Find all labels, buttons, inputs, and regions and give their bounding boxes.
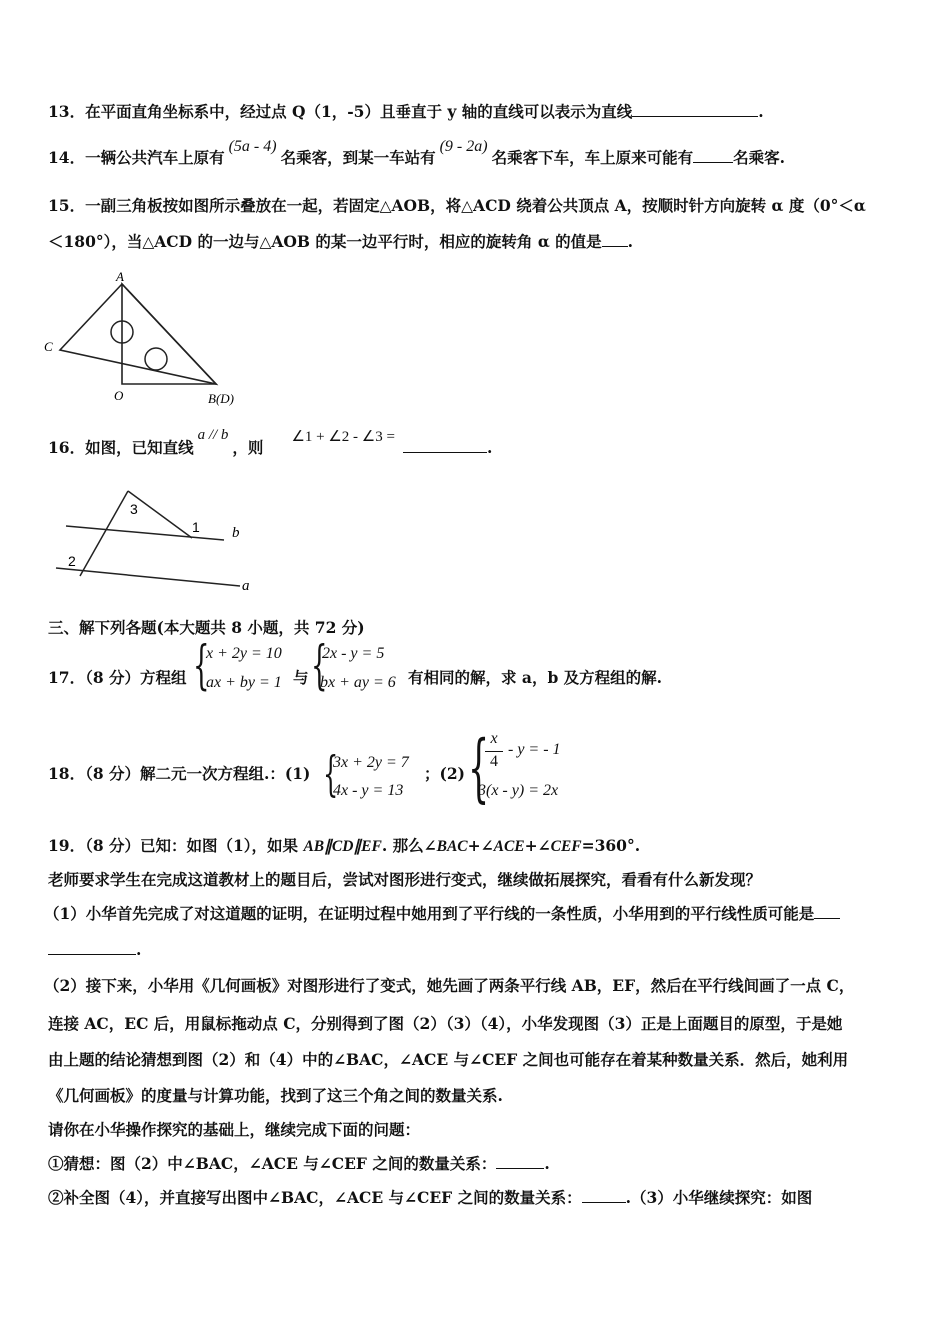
q19-l1-g: +∠: [524, 836, 551, 855]
q14-part3: 名乘客下车，车上原来可能有: [491, 148, 694, 167]
q19-l1-cef: CEF: [550, 838, 582, 855]
q14-expr2: (9 - 2a): [439, 138, 488, 155]
q19-line3: [44, 904, 840, 924]
q15-answer-blank[interactable]: [602, 232, 628, 247]
section3-heading: 三、解下列各题(本大题共 8 小题，共 72 分): [48, 618, 365, 637]
q19-line4: [48, 940, 141, 960]
q18-brace2: {: [468, 725, 490, 811]
q19-blank1b[interactable]: [48, 940, 136, 955]
q15-figure: [40, 268, 260, 410]
q17-eq1a: x + 2y = 10: [206, 645, 282, 662]
q15-line2: [48, 232, 633, 252]
q17-eq1b: ax + by = 1: [206, 674, 282, 691]
q19-line11: [48, 1188, 812, 1208]
q18-brace1: {: [323, 746, 339, 802]
q19-line10: [48, 1154, 550, 1174]
q19-line2: 老师要求学生在完成这道教材上的题目后，尝试对图形进行变式，继续做拓展探究，看看有什么新发现？: [48, 870, 762, 889]
q13-line: [48, 102, 764, 122]
line-a-label: a: [242, 578, 250, 594]
q18-eq1a: 3x + 2y = 7: [333, 754, 409, 771]
q16-figure: [52, 484, 262, 596]
q17-eq2b: bx + ay = 6: [320, 674, 396, 691]
q14-line: [48, 138, 785, 169]
q14-part2: 名乘客，到某一车站有: [280, 148, 436, 167]
q19-line6: 连接 AC，EC 后，用鼠标拖动点 C，分别得到了图（2）（3）（4），小华发现图（3）正是上面题目的原型，于是她: [48, 1014, 843, 1033]
q19-l1-e: +∠: [467, 836, 494, 855]
q19-blank3[interactable]: [582, 1188, 626, 1203]
q14-expr1: (5a - 4): [228, 138, 277, 155]
q19-line5: （2）接下来，小华用《几何画板》对图形进行了变式，她先画了两条平行线 AB，EF，然后在平行线间画了一点 C，: [44, 976, 855, 995]
q16-expr2: ∠1 + ∠2 - ∠3 =: [291, 429, 395, 445]
q17-brace2: {: [311, 636, 328, 696]
q16-expr1: a // b: [197, 427, 229, 443]
transversal: [80, 491, 128, 576]
label-o: O: [114, 388, 124, 403]
q17-part1: 17．（8 分）方程组: [48, 668, 187, 687]
q14-part4: 名乘客.: [733, 148, 785, 167]
q13-end: .: [758, 102, 764, 121]
line-b-label: b: [232, 525, 240, 541]
angle-3-label: 3: [130, 501, 138, 517]
triangle-acd: [60, 284, 216, 384]
q17-eq2a: 2x - y = 5: [322, 645, 385, 662]
q19-l1-ace: ACE: [493, 838, 525, 855]
q17-part2: 与: [293, 668, 309, 687]
q19-line10-end: .: [544, 1154, 550, 1173]
q16-line: [48, 427, 493, 459]
q18-part2: ；(2): [424, 764, 465, 783]
q18-eq1b: 4x - y = 13: [333, 782, 404, 799]
q19-blank2[interactable]: [496, 1154, 544, 1169]
q15-end: .: [627, 232, 634, 251]
q19-l1-a: 19．（8 分）已知：如图（1），如果: [48, 836, 304, 855]
q16-answer-blank[interactable]: [403, 438, 487, 453]
q13-answer-blank[interactable]: [632, 102, 758, 117]
q19-line1: [48, 836, 640, 857]
q18-frac-den: 4: [490, 753, 498, 770]
q15-line2-text: ＜180°），当△ACD 的一边与△AOB 的某一边平行时，相应的旋转角 α 的值是: [48, 232, 602, 251]
q19-l1-i: =360°.: [581, 836, 641, 855]
line-b: [66, 526, 224, 540]
q19-line11-text: ②补全图（4），并直接写出图中∠BAC，∠ACE 与∠CEF 之间的数量关系：: [48, 1188, 582, 1207]
q18-frac-bar: [485, 751, 503, 752]
label-bd: B(D): [208, 391, 234, 406]
q14-answer-blank[interactable]: [693, 148, 733, 163]
angle-1-label: 1: [192, 519, 200, 535]
circle-lower: [145, 348, 167, 370]
q19-line9: 请你在小华操作探究的基础上，继续完成下面的问题：: [48, 1120, 421, 1139]
q19-line7: 由上题的结论猜想到图（2）和（4）中的∠BAC，∠ACE 与∠CEF 之间也可能存在着某种数量关系．然后，她利用: [48, 1050, 849, 1069]
q19-l1-c: . 那么∠: [381, 836, 437, 855]
q19-line4-end: .: [136, 940, 142, 959]
q19-l1-bac: BAC: [436, 838, 468, 855]
q18-part1: 18．（8 分）解二元一次方程组.：(1): [48, 764, 311, 783]
q18-frac-num: x: [490, 730, 498, 747]
q13-text: 13．在平面直角坐标系中，经过点 Q（1，-5）且垂直于 y 轴的直线可以表示为直线: [48, 102, 633, 121]
label-a: A: [116, 269, 124, 284]
q17-brace1: {: [193, 636, 210, 696]
q19-line11-end: .（3）小华继续探究：如图: [625, 1188, 813, 1207]
angle-2-label: 2: [68, 553, 76, 569]
q18-eq2a: - y = - 1: [508, 741, 561, 758]
label-c: C: [44, 339, 53, 354]
q15-line1: 15．一副三角板按如图所示叠放在一起，若固定△AOB，将△ACD 绕着公共顶点 A，按顺时针方向旋转 α 度（0°＜α: [48, 196, 866, 215]
q16-part1: 16．如图，已知直线: [48, 438, 194, 457]
q16-part2: ，则: [232, 438, 264, 457]
q17-part3: 有相同的解，求 a，b 及方程组的解.: [408, 668, 663, 687]
q18-eq2b: 3(x - y) = 2x: [478, 782, 559, 799]
q16-end: .: [486, 438, 493, 457]
q19-line8: 《几何画板》的度量与计算功能，找到了这三个角之间的数量关系.: [48, 1086, 503, 1105]
q19-line10-text: ①猜想：图（2）中∠BAC，∠ACE 与∠CEF 之间的数量关系：: [48, 1154, 497, 1173]
q19-line3-text: （1）小华首先完成了对这道题的证明，在证明过程中她用到了平行线的一条性质，小华用到的平行线性质可能是: [44, 904, 815, 923]
q19-blank1a[interactable]: [814, 904, 840, 919]
q14-part1: 14．一辆公共汽车上原有: [48, 148, 225, 167]
q19-l1-parallel: AB∥CD∥EF: [303, 838, 382, 855]
